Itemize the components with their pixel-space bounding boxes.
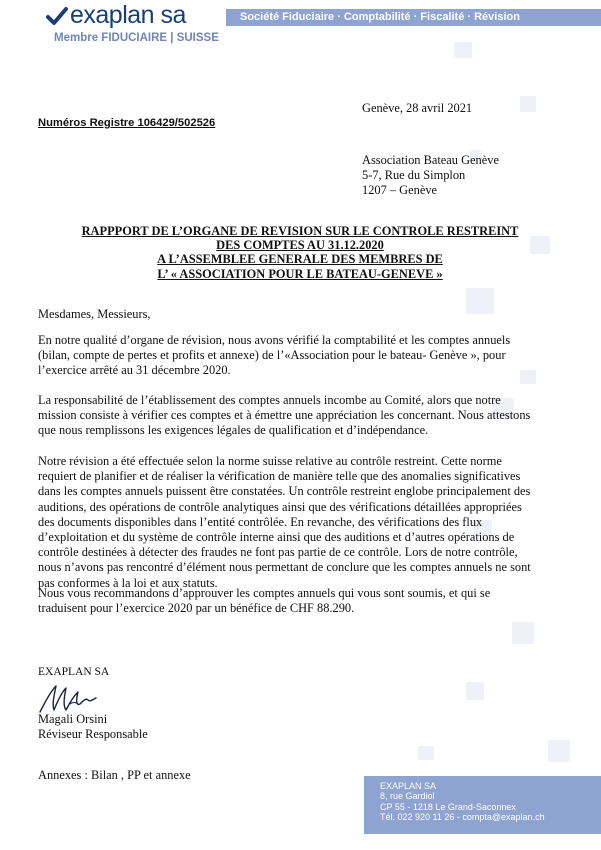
salutation: Mesdames, Messieurs, <box>38 307 151 321</box>
checkmark-logo-icon <box>46 6 68 26</box>
paragraph-4 <box>38 586 563 616</box>
handwritten-signature <box>36 682 126 716</box>
paragraph-line: nous n’avons pas rencontré d’élément nous permettant de conclure que les comptes annuels ne sont <box>38 560 531 575</box>
brand-name: exaplan sa <box>70 1 186 29</box>
title-line: RAPPPORT DE L’ORGANE DE REVISION SUR LE CONTROLE RESTREINT <box>81 224 519 238</box>
paragraph-line: Notre révision a été effectuée selon la norme suisse relative au contrôle restreint. Cette norme <box>38 454 502 468</box>
paragraph-line: En notre qualité d’organe de révision, nous avons vérifié la comptabilité et les comptes annuels <box>38 333 511 347</box>
annexes-line: Annexes : Bilan , PP et annexe <box>38 768 191 782</box>
signer-block <box>38 712 148 742</box>
brand-tagline: Membre FIDUCIAIRE | SUISSE <box>54 32 219 44</box>
recipient-line: 5-7, Rue du Simplon <box>362 168 466 183</box>
header-banner: Société Fiduciaire · Comptabilité · Fiscalité · Révision <box>226 9 601 26</box>
recipient-address <box>362 153 499 199</box>
paragraph-line: La responsabilité de l’établissement des comptes annuels incombe au Comité, alors que notre <box>38 393 501 407</box>
paragraph-line: Nous vous recommandons d’approuver les comptes annuels qui vous sont soumis, et qui se <box>38 586 491 600</box>
title-line: A L’ASSEMBLEE GENERALE DES MEMBRES DE <box>157 252 443 267</box>
paragraph-line: que nous remplissons les exigences légales de qualification et d’indépendance. <box>38 423 429 438</box>
company-name: EXAPLAN SA <box>38 666 110 678</box>
paragraph-line: pas conformes à la loi et aux statuts. <box>38 575 218 590</box>
paragraph-3 <box>38 454 563 591</box>
paragraph-line: contrôle destinées à détecter des fraudes ne font pas partie de ce contrôle. Lors de notre contrôle, <box>38 545 518 560</box>
registry-numbers: Numéros Registre 106429/502526 <box>38 117 216 129</box>
footer-company: EXAPLAN SA <box>380 781 437 791</box>
paragraph-line: requiert de planifier et de réaliser la vérification de manière telle que des anomalies significatives <box>38 469 521 484</box>
paragraph-line: mission consiste à vérifier ces comptes et à émettre une appréciation les concernant. Nous attestons <box>38 408 531 423</box>
signer-name: Magali Orsini <box>38 712 108 726</box>
footer-city: CP 55 - 1218 Le Grand-Saconnex <box>380 801 516 812</box>
paragraph-line: d’exploitation et du système de contrôle interne ainsi que des auditions et d’autres opérations de <box>38 530 515 545</box>
recipient-line: Association Bateau Genève <box>362 153 499 167</box>
footer-contact: Tél. 022 920 11 26 - compta@exaplan.ch <box>380 812 545 823</box>
footer-street: 8, rue Gardiol <box>380 791 435 802</box>
paragraph-2 <box>38 393 563 439</box>
title-line: L’ « ASSOCIATION POUR LE BATEAU-GENEVE » <box>157 266 443 281</box>
title-line: DES COMPTES AU 31.12.2020 <box>216 238 384 253</box>
letter-date: Genève, 28 avril 2021 <box>362 101 473 115</box>
paragraph-1 <box>38 333 563 379</box>
paragraph-line: des documents disponibles dans l’entité contrôlée. En revanche, des vérifications des flux <box>38 514 483 529</box>
signer-role: Réviseur Responsable <box>38 727 148 742</box>
paragraph-line: l’exercice arrêté au 31 décembre 2020. <box>38 363 231 378</box>
footer-contact-box <box>364 776 601 834</box>
paragraph-line: (bilan, compte de pertes et profits et annexe) de l’«Association pour le bateau- Genève », pour <box>38 348 506 363</box>
paragraph-line: dans les comptes annuels puissent être constatées. Un contrôle restreint englobe principalement des <box>38 484 531 499</box>
paragraph-line: traduisent pour l’exercice 2020 par un bénéfice de CHF 88.290. <box>38 601 355 616</box>
report-title <box>40 224 560 281</box>
paragraph-line: auditions, des opérations de contrôle analytiques ainsi que des vérifications détaillées appropriées <box>38 499 522 514</box>
recipient-line: 1207 – Genève <box>362 183 438 198</box>
